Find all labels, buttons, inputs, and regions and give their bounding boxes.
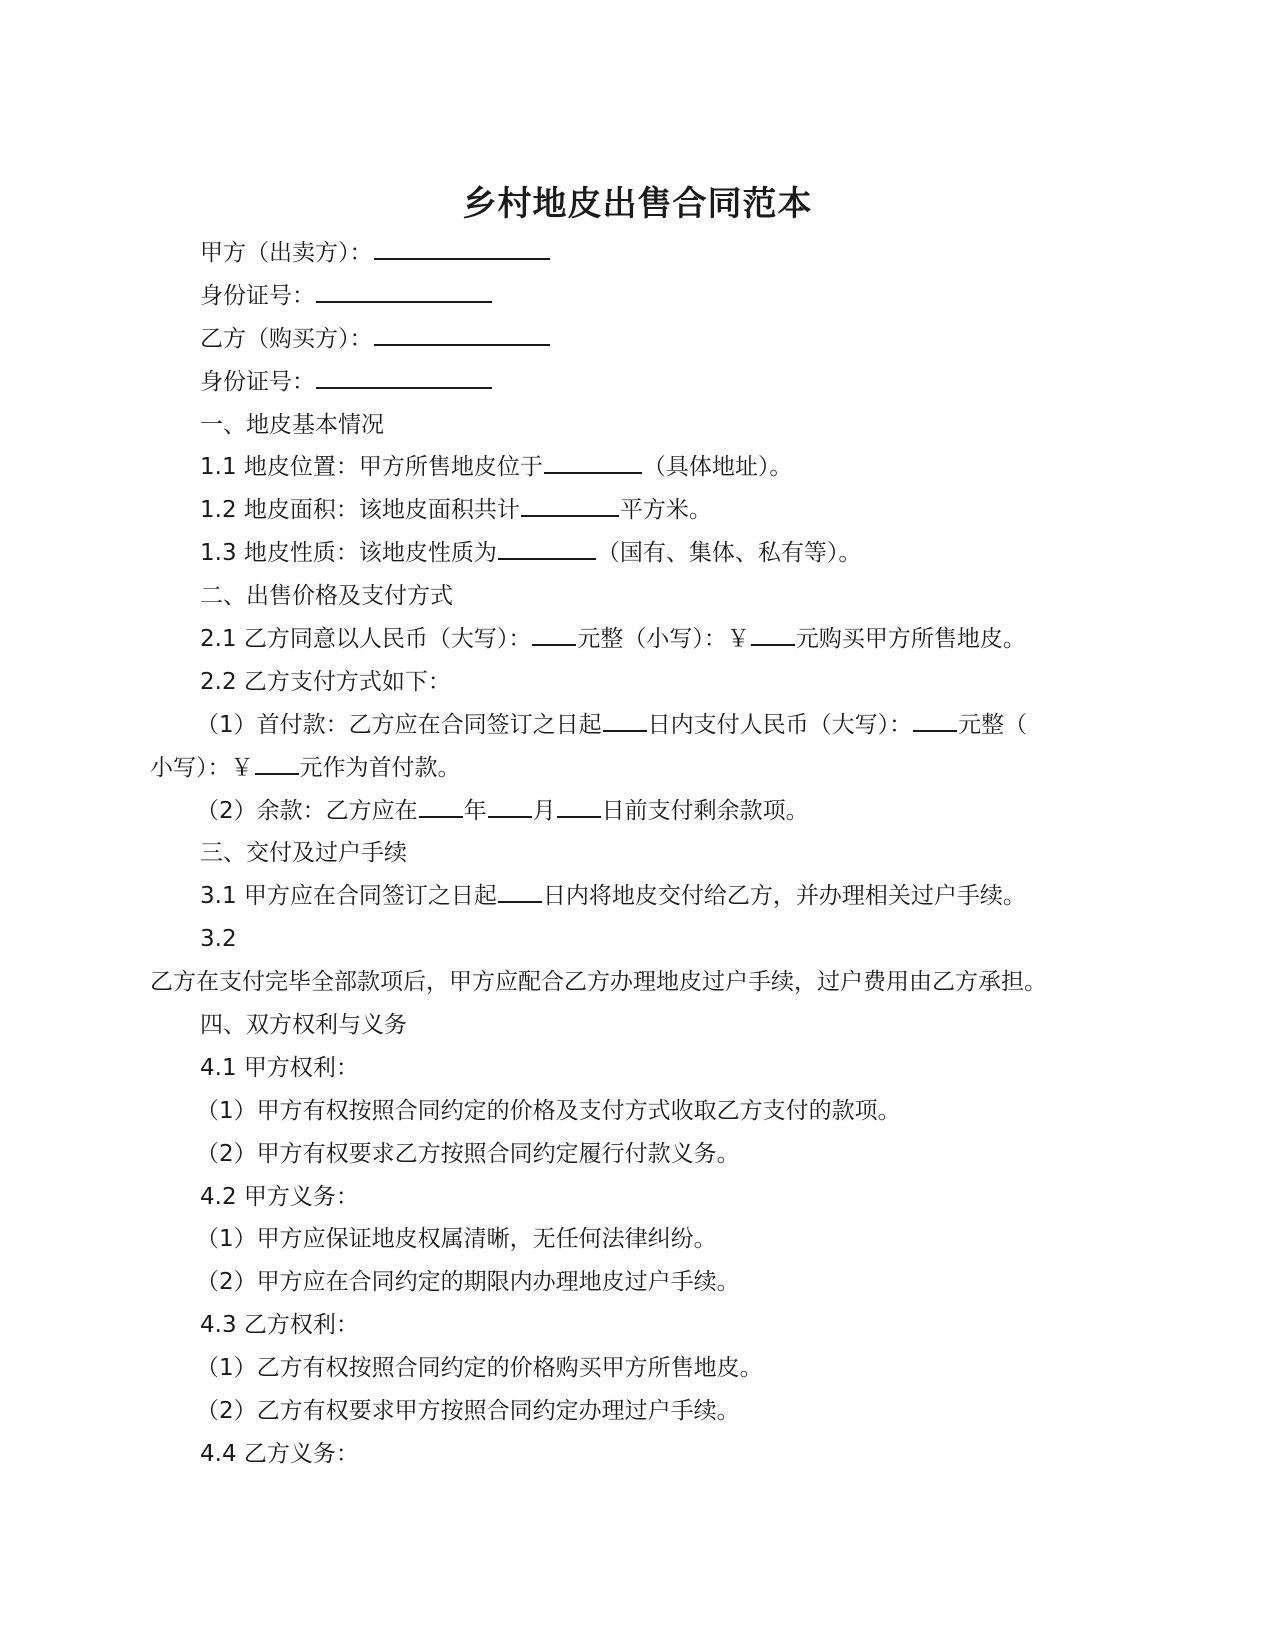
clause-text: 2.1 乙方同意以人民币（大写）： <box>200 626 532 653</box>
clause-text: 月 <box>532 797 556 824</box>
clause-text: （2）余款：乙方应在 <box>196 797 418 824</box>
party-b-id-line <box>0 361 1275 404</box>
document-body <box>0 232 1275 1476</box>
clause-1-1 <box>0 446 1275 489</box>
section-heading-3: 三、交付及过户手续 <box>200 840 407 867</box>
clause-4-2-2: （2）甲方应在合同约定的期限内办理地皮过户手续。 <box>196 1269 740 1296</box>
year-blank <box>419 792 463 818</box>
section-heading-1: 一、地皮基本情况 <box>200 411 384 438</box>
days-blank <box>603 706 647 732</box>
party-b-id-label: 身份证号： <box>200 368 315 395</box>
party-b-label: 乙方（购买方）： <box>200 325 373 352</box>
nature-blank <box>498 534 596 560</box>
clause-text: （国有、集体、私有等）。 <box>596 540 862 567</box>
month-blank <box>488 792 532 818</box>
clause-4-2: 4.2 甲方义务： <box>200 1183 359 1210</box>
clause-text: 元作为首付款。 <box>299 754 461 781</box>
clause-text: 日前支付剩余款项。 <box>601 797 809 824</box>
party-a-id-label: 身份证号： <box>200 282 315 309</box>
party-a-line <box>0 232 1275 275</box>
clause-4-4: 4.4 乙方义务： <box>200 1440 359 1467</box>
party-b-id-blank <box>316 363 492 389</box>
party-b-blank <box>374 320 550 346</box>
clause-text: 元整（小写）：￥ <box>577 626 750 653</box>
clause-text: 1.2 地皮面积：该地皮面积共计 <box>200 497 520 524</box>
clause-text: 1.3 地皮性质：该地皮性质为 <box>200 540 497 567</box>
clause-text: 年 <box>463 797 487 824</box>
clause-3-1 <box>0 875 1275 918</box>
clause-4-3: 4.3 乙方权利： <box>200 1312 359 1339</box>
clause-text: 日内将地皮交付给乙方，并办理相关过户手续。 <box>542 883 1026 910</box>
party-b-line <box>0 318 1275 361</box>
price-upper-blank <box>532 620 576 646</box>
party-a-id-blank <box>316 277 492 303</box>
section-heading-2: 二、出售价格及支付方式 <box>200 583 453 610</box>
clause-4-1-2: （2）甲方有权要求乙方按照合同约定履行付款义务。 <box>196 1140 740 1167</box>
clause-4-1: 4.1 甲方权利： <box>200 1054 359 1081</box>
clause-4-2-1: （1）甲方应保证地皮权属清晰，无任何法律纠纷。 <box>196 1226 717 1253</box>
document-title: 乡村地皮出售合同范本 <box>462 184 813 224</box>
clause-4-3-2: （2）乙方有权要求甲方按照合同约定办理过户手续。 <box>196 1398 740 1425</box>
downpay-lower-blank <box>255 749 299 775</box>
clause-text: （具体地址）。 <box>642 454 793 481</box>
party-a-label: 甲方（出卖方）： <box>200 240 373 266</box>
clause-2-2: 2.2 乙方支付方式如下： <box>200 668 451 695</box>
section-heading-4: 四、双方权利与义务 <box>200 1012 407 1039</box>
clause-text: 元整（ <box>958 711 1028 738</box>
clause-text: 平方米。 <box>619 497 712 524</box>
clause-2-2-1 <box>0 704 1275 747</box>
clause-3-2-text: 乙方在支付完毕全部款项后，甲方应配合乙方办理地皮过户手续，过户费用由乙方承担。 <box>150 969 1047 996</box>
clause-text: 元购买甲方所售地皮。 <box>795 626 1026 653</box>
day-blank <box>557 792 601 818</box>
downpay-upper-blank <box>913 706 957 732</box>
clause-3-2-number: 3.2 <box>200 926 237 953</box>
area-blank <box>521 491 619 517</box>
clause-1-3 <box>0 532 1275 575</box>
clause-text: （1）首付款：乙方应在合同签订之日起 <box>196 711 602 738</box>
clause-text: 1.1 地皮位置：甲方所售地皮位于 <box>200 454 543 481</box>
party-a-id-line <box>0 275 1275 318</box>
clause-4-3-1: （1）乙方有权按照合同约定的价格购买甲方所售地皮。 <box>196 1355 763 1382</box>
clause-text: 3.1 甲方应在合同签订之日起 <box>200 883 497 910</box>
clause-2-1 <box>0 618 1275 661</box>
clause-2-2-1-cont <box>0 747 1275 790</box>
price-lower-blank <box>751 620 795 646</box>
clause-4-1-1: （1）甲方有权按照合同约定的价格及支付方式收取乙方支付的款项。 <box>196 1097 901 1124</box>
clause-text: 小写）：￥ <box>150 754 254 781</box>
clause-2-2-2 <box>0 790 1275 833</box>
location-blank <box>544 448 642 474</box>
clause-1-2 <box>0 489 1275 532</box>
party-a-blank <box>374 234 550 260</box>
delivery-days-blank <box>498 877 542 903</box>
clause-text: 日内支付人民币（大写）： <box>647 711 913 738</box>
